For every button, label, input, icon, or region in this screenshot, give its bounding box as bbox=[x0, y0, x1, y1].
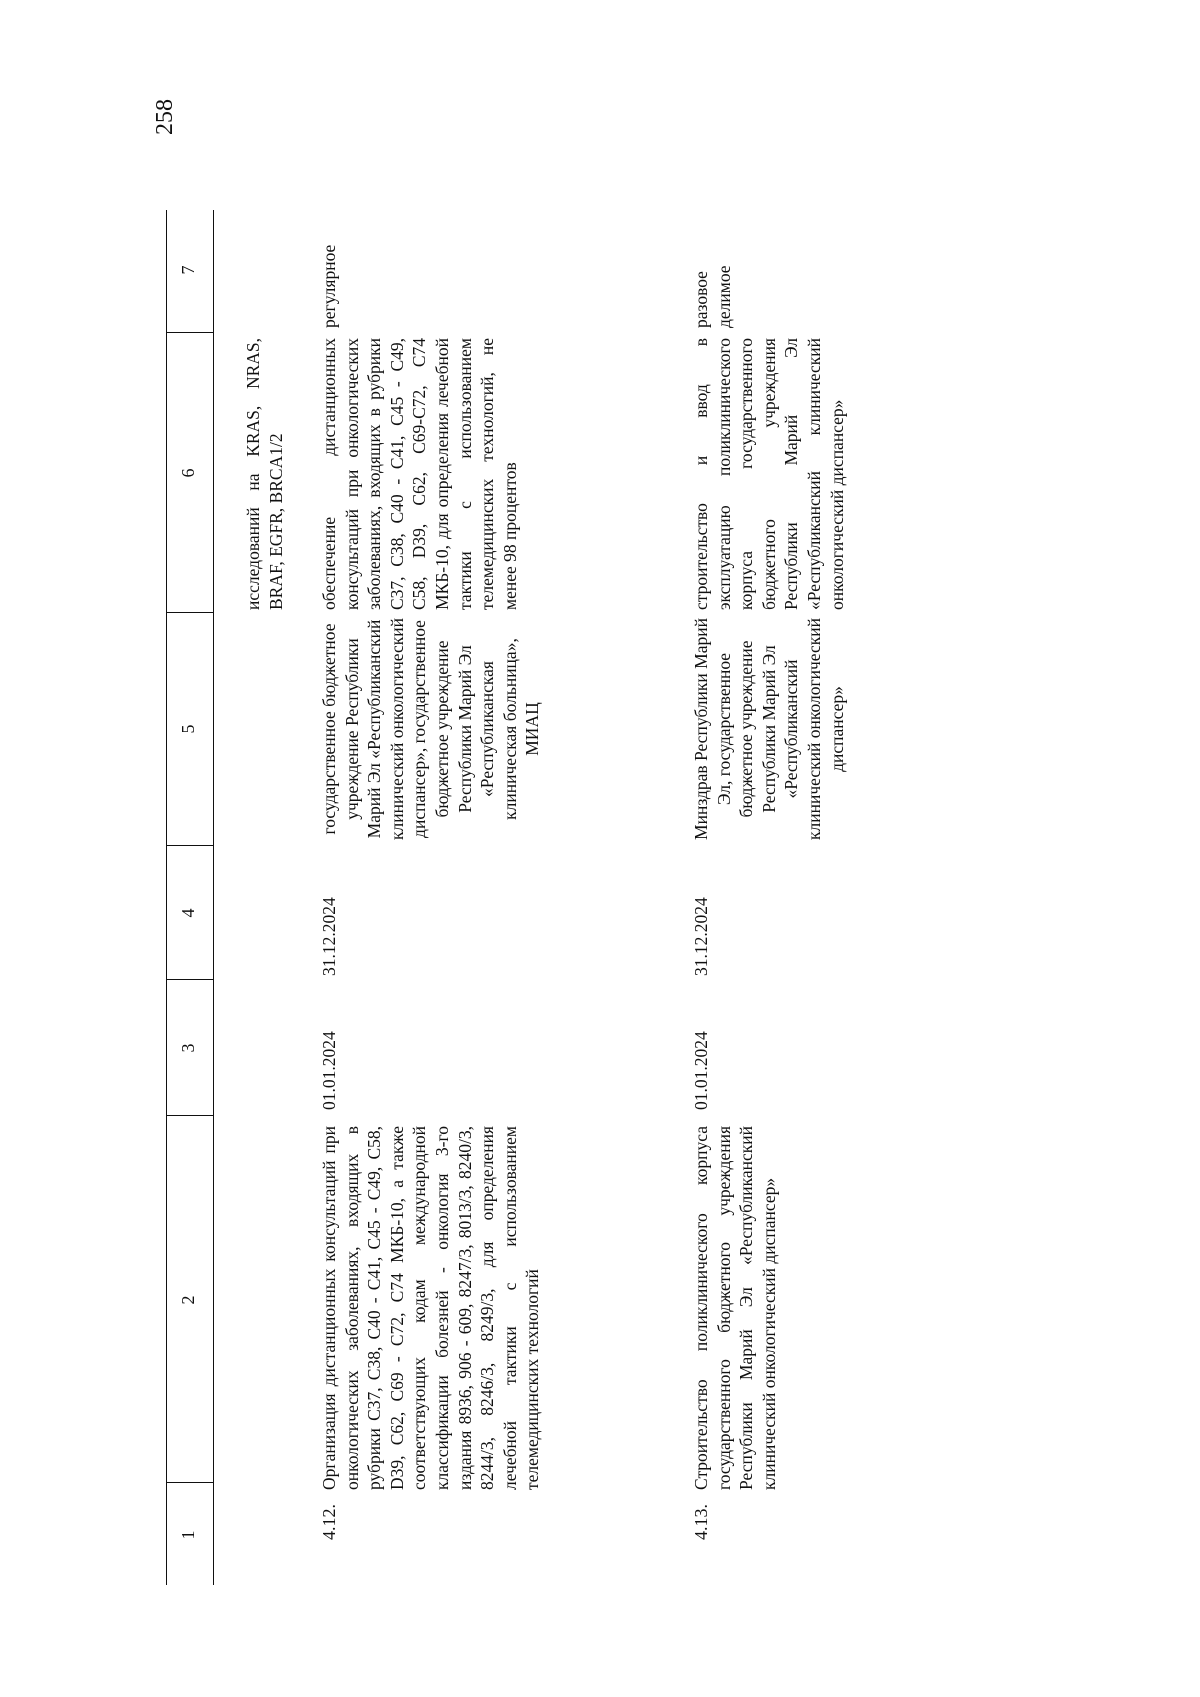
header-divider bbox=[166, 612, 213, 613]
column-number: 2 bbox=[178, 1295, 198, 1305]
row-executors: государственное бюджетное учреждение Республики Марий Эл «Республиканский клинический онкологический диспансер», государственное бюджетное учреждение Республики Марий Эл «Республиканская клиническая больница», МИАЦ bbox=[319, 618, 543, 840]
continuation-result: исследований на KRAS, NRAS, BRAF, EGFR, BRCA1/2 bbox=[243, 338, 286, 610]
header-divider bbox=[166, 1115, 213, 1116]
header-line-bottom bbox=[213, 210, 214, 1585]
row-result: строительство и ввод в эксплуатацию поликлинического корпуса государственного бюджетного учреждения Республики Марий Эл «Республиканский клинический онкологический диспансер» bbox=[691, 338, 847, 610]
column-number: 1 bbox=[178, 1530, 198, 1540]
page-number: 258 bbox=[152, 99, 178, 135]
header-divider bbox=[166, 1482, 213, 1483]
row-description: Организация дистанционных консультаций при онкологических заболеваниях, входящих в рубрики C37, C38, C40 - C41, C45 - C49, C58, D39, C62, C69 - C72, C74 МКБ-10, а также соответствующих кодам международной классификации болезней - онкология 3-го издания 8936, 906 - 609, 8247/3, 8013/3, 8240/3, 8244/3, 8246/3, 8249/3, для определения лечебной тактики с использованием телемедицинских технологий bbox=[319, 1126, 543, 1490]
column-number: 5 bbox=[178, 724, 198, 734]
row-number: 4.13. bbox=[691, 1504, 711, 1540]
row-start-date: 01.01.2024 bbox=[319, 1031, 339, 1110]
row-end-date: 31.12.2024 bbox=[691, 897, 711, 976]
column-number: 7 bbox=[178, 265, 198, 275]
row-type: разовое делимое bbox=[691, 265, 734, 328]
column-number: 4 bbox=[178, 908, 198, 918]
column-number: 6 bbox=[178, 468, 198, 478]
row-description: Строительство поликлинического корпуса государственного бюджетного учреждения Республики Марий Эл «Республиканский клинический онкологический диспансер» bbox=[691, 1126, 779, 1490]
rotated-table bbox=[0, 200, 847, 1600]
row-type: регулярное bbox=[319, 244, 339, 328]
row-number: 4.12. bbox=[319, 1504, 339, 1540]
column-number: 3 bbox=[178, 1043, 198, 1053]
header-divider bbox=[166, 332, 213, 333]
header-divider bbox=[166, 979, 213, 980]
row-start-date: 01.01.2024 bbox=[691, 1031, 711, 1110]
header-line-top bbox=[166, 210, 167, 1585]
row-result: обеспечение дистанционных консультаций при онкологических заболеваниях, входящих в рубрики C37, C38, C40 - C41, C45 - C49, C58, D39, C62, C69-C72, C74 МКБ-10, для определения лечебной тактики с использованием телемедицинских технологий, не менее 98 процентов bbox=[319, 338, 520, 610]
row-end-date: 31.12.2024 bbox=[319, 897, 339, 976]
header-divider bbox=[166, 845, 213, 846]
row-executors: Минздрав Республики Марий Эл, государственное бюджетное учреждение Республики Марий Эл «Республиканский клинический онкологический диспансер» bbox=[691, 618, 847, 840]
